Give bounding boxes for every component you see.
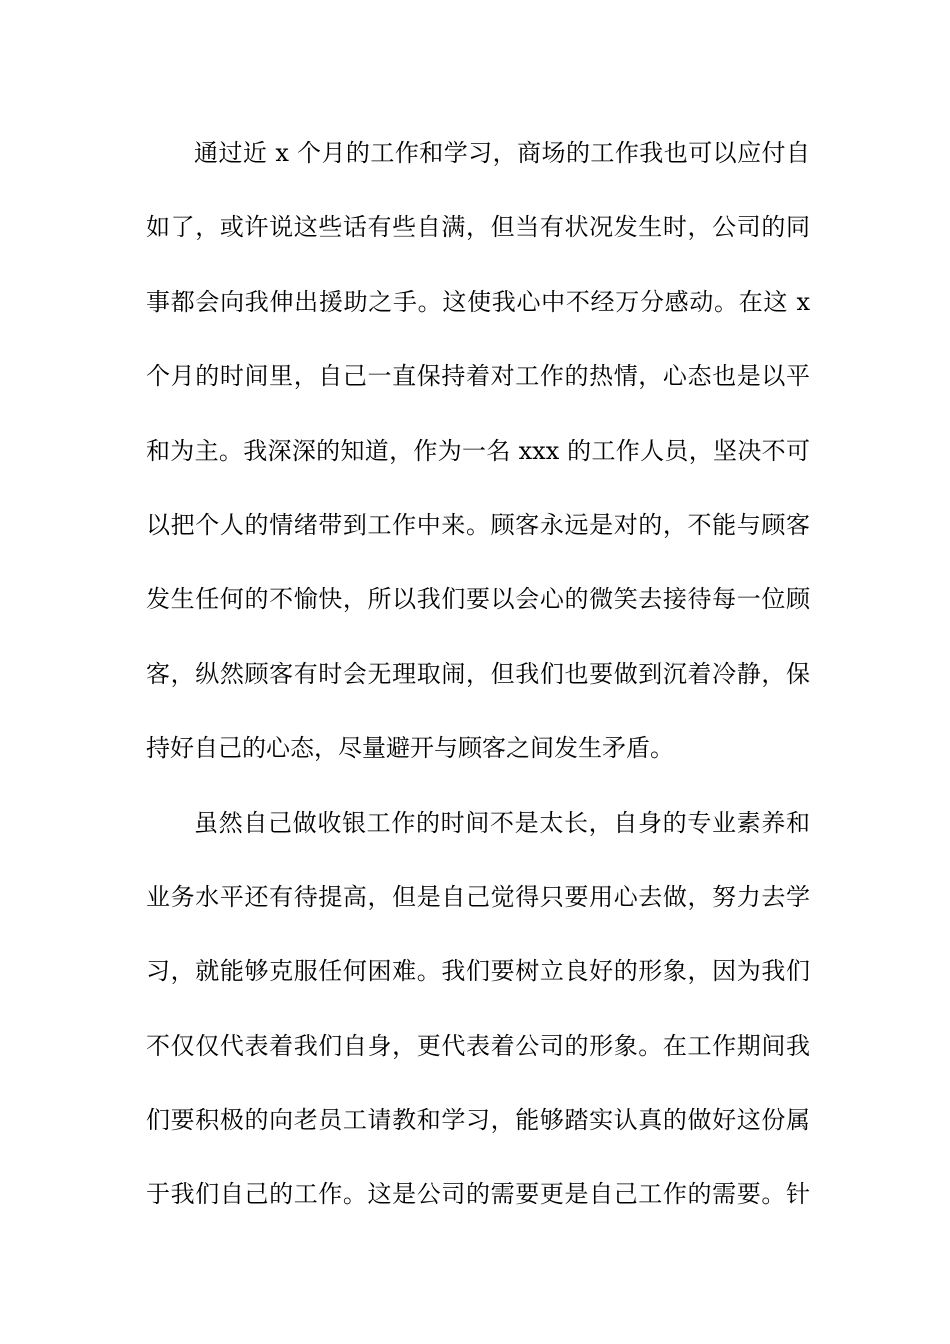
text-line: 和为主。我深深的知道，作为一名 xxx 的工作人员，坚决不可	[146, 436, 810, 465]
text-line: 于我们自己的工作。这是公司的需要更是自己工作的需要。针	[146, 1180, 810, 1209]
text-line: 们要积极的向老员工请教和学习，能够踏实认真的做好这份属	[146, 1106, 810, 1135]
paragraph-2	[146, 795, 810, 1241]
paragraph-1	[146, 125, 810, 795]
text-line: 事都会向我伸出援助之手。这使我心中不经万分感动。在这 x	[146, 287, 810, 316]
text-line: 不仅仅代表着我们自身，更代表着公司的形象。在工作期间我	[146, 1031, 810, 1060]
text-line: 虽然自己做收银工作的时间不是太长，自身的专业素养和	[194, 808, 810, 837]
text-line: 如了，或许说这些话有些自满，但当有状况发生时，公司的同	[146, 213, 810, 242]
text-line: 以把个人的情绪带到工作中来。顾客永远是对的，不能与顾客	[146, 510, 810, 539]
text-line: 持好自己的心态，尽量避开与顾客之间发生矛盾。	[146, 734, 674, 763]
text-line: 通过近 x 个月的工作和学习，商场的工作我也可以应付自	[194, 139, 810, 167]
text-line: 客，纵然顾客有时会无理取闹，但我们也要做到沉着冷静，保	[146, 659, 810, 688]
text-line: 习，就能够克服任何困难。我们要树立良好的形象，因为我们	[146, 957, 810, 986]
text-line: 业务水平还有待提高，但是自己觉得只要用心去做，努力去学	[146, 882, 810, 911]
body-text	[146, 125, 810, 1241]
text-line: 个月的时间里，自己一直保持着对工作的热情，心态也是以平	[146, 362, 810, 391]
text-line: 发生任何的不愉快，所以我们要以会心的微笑去接待每一位顾	[146, 585, 810, 614]
